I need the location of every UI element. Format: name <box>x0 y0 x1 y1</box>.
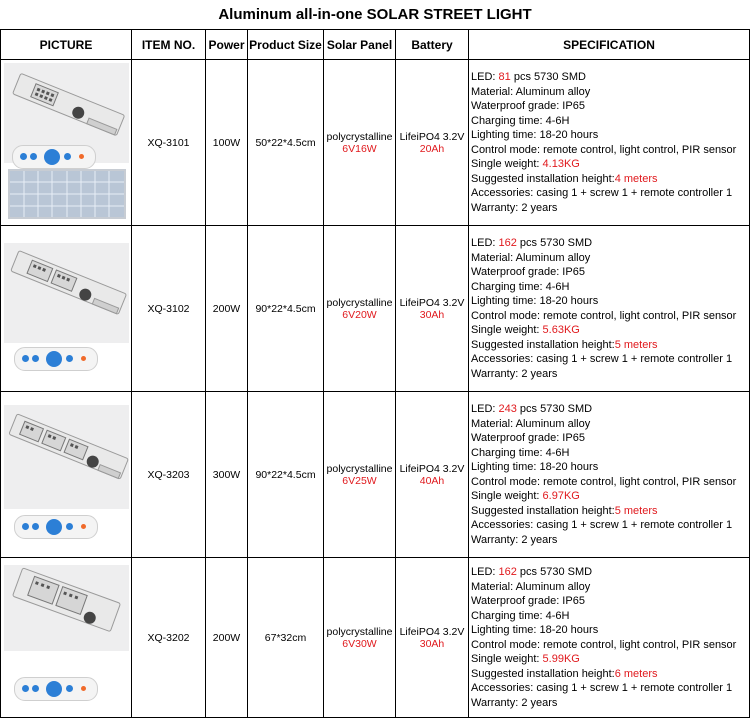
product-image <box>2 559 130 717</box>
spec-control: Control mode: remote control, light control, PIR sensor <box>471 475 737 488</box>
spec-waterproof: Waterproof grade: IP65 <box>471 266 585 278</box>
product-size-cell: 67*32cm <box>248 558 324 718</box>
spec-height: Suggested installation height:5 meters <box>471 338 658 351</box>
spec-warranty: Warranty: 2 years <box>471 533 558 546</box>
spec-lighting: Lighting time: 18-20 hours <box>471 295 599 307</box>
solar-panel-cell: polycrystalline 6V20W <box>324 226 396 392</box>
power-cell: 200W <box>206 226 248 392</box>
item-no-cell: XQ-3102 <box>132 226 206 392</box>
spec-charging: Charging time: 4-6H <box>471 280 570 293</box>
spec-charging: Charging time: 4-6H <box>471 446 570 459</box>
solar-panel-cell: polycrystalline 6V16W <box>324 60 396 226</box>
spec-weight: Single weight: 4.13KG <box>471 158 580 170</box>
spec-control: Control mode: remote control, light control, PIR sensor <box>471 309 737 322</box>
product-image <box>2 227 130 391</box>
spec-material: Material: Aluminum alloy <box>471 580 591 593</box>
table-title: Aluminum all-in-one SOLAR STREET LIGHT <box>218 6 532 23</box>
solar-panel-cell: polycrystalline 6V25W <box>324 392 396 558</box>
spec-waterproof: Waterproof grade: IP65 <box>471 100 585 112</box>
spec-waterproof: Waterproof grade: IP65 <box>471 432 585 444</box>
power-cell: 100W <box>206 60 248 226</box>
specification-cell <box>469 60 750 226</box>
spec-warranty: Warranty: 2 years <box>471 367 558 380</box>
header-solar-panel: Solar Panel <box>324 30 396 60</box>
header-row <box>1 30 750 60</box>
product-image <box>2 393 130 557</box>
spec-material: Material: Aluminum alloy <box>471 417 591 430</box>
header-product-size: Product Size <box>248 30 324 60</box>
specification-cell <box>469 558 750 718</box>
spec-accessories: Accessories: casing 1 + screw 1 + remote controller 1 <box>471 353 733 365</box>
product-size-cell: 90*22*4.5cm <box>248 226 324 392</box>
header-picture: PICTURE <box>1 30 132 60</box>
spec-height: Suggested installation height:5 meters <box>471 504 658 517</box>
table-row <box>1 392 750 558</box>
spec-lighting: Lighting time: 18-20 hours <box>471 461 599 473</box>
product-image <box>2 61 130 225</box>
table-row <box>1 226 750 392</box>
product-picture-cell <box>1 392 132 558</box>
spec-height: Suggested installation height:4 meters <box>471 172 658 185</box>
spec-waterproof: Waterproof grade: IP65 <box>471 595 585 607</box>
spec-weight: Single weight: 5.99KG <box>471 653 580 665</box>
spec-control: Control mode: remote control, light control, PIR sensor <box>471 638 737 651</box>
product-picture-cell <box>1 558 132 718</box>
battery-cell: LifeiPO4 3.2V 20Ah <box>396 60 469 226</box>
table-row <box>1 60 750 226</box>
header-power: Power <box>206 30 248 60</box>
spec-lighting: Lighting time: 18-20 hours <box>471 624 599 636</box>
product-size-cell: 50*22*4.5cm <box>248 60 324 226</box>
specification-cell <box>469 226 750 392</box>
power-cell: 300W <box>206 392 248 558</box>
solar-panel-cell: polycrystalline 6V30W <box>324 558 396 718</box>
spec-charging: Charging time: 4-6H <box>471 609 570 622</box>
spec-accessories: Accessories: casing 1 + screw 1 + remote controller 1 <box>471 519 733 531</box>
battery-cell: LifeiPO4 3.2V 30Ah <box>396 558 469 718</box>
power-cell: 200W <box>206 558 248 718</box>
header-battery: Battery <box>396 30 469 60</box>
table-row <box>1 558 750 718</box>
spec-lighting: Lighting time: 18-20 hours <box>471 129 599 141</box>
solar-panel-image <box>8 169 126 219</box>
spec-warranty: Warranty: 2 years <box>471 696 558 709</box>
battery-cell: LifeiPO4 3.2V 40Ah <box>396 392 469 558</box>
header-specification: SPECIFICATION <box>469 30 750 60</box>
spec-material: Material: Aluminum alloy <box>471 85 591 98</box>
item-no-cell: XQ-3203 <box>132 392 206 558</box>
spec-led: LED: 81 pcs 5730 SMD <box>471 71 586 83</box>
battery-cell: LifeiPO4 3.2V 30Ah <box>396 226 469 392</box>
spec-accessories: Accessories: casing 1 + screw 1 + remote controller 1 <box>471 682 733 694</box>
spec-led: LED: 162 pcs 5730 SMD <box>471 237 593 249</box>
spec-material: Material: Aluminum alloy <box>471 251 591 264</box>
spec-led: LED: 243 pcs 5730 SMD <box>471 403 593 415</box>
specification-cell <box>469 392 750 558</box>
product-picture-cell <box>1 60 132 226</box>
spec-weight: Single weight: 5.63KG <box>471 324 580 336</box>
item-no-cell: XQ-3202 <box>132 558 206 718</box>
spec-height: Suggested installation height:6 meters <box>471 667 658 680</box>
spec-accessories: Accessories: casing 1 + screw 1 + remote controller 1 <box>471 187 733 199</box>
product-picture-cell <box>1 226 132 392</box>
product-size-cell: 90*22*4.5cm <box>248 392 324 558</box>
spec-led: LED: 162 pcs 5730 SMD <box>471 566 593 578</box>
product-table <box>0 29 750 718</box>
item-no-cell: XQ-3101 <box>132 60 206 226</box>
spec-charging: Charging time: 4-6H <box>471 114 570 127</box>
spec-warranty: Warranty: 2 years <box>471 201 558 214</box>
spec-weight: Single weight: 6.97KG <box>471 490 580 502</box>
spec-control: Control mode: remote control, light control, PIR sensor <box>471 143 737 156</box>
header-item-no: ITEM NO. <box>132 30 206 60</box>
